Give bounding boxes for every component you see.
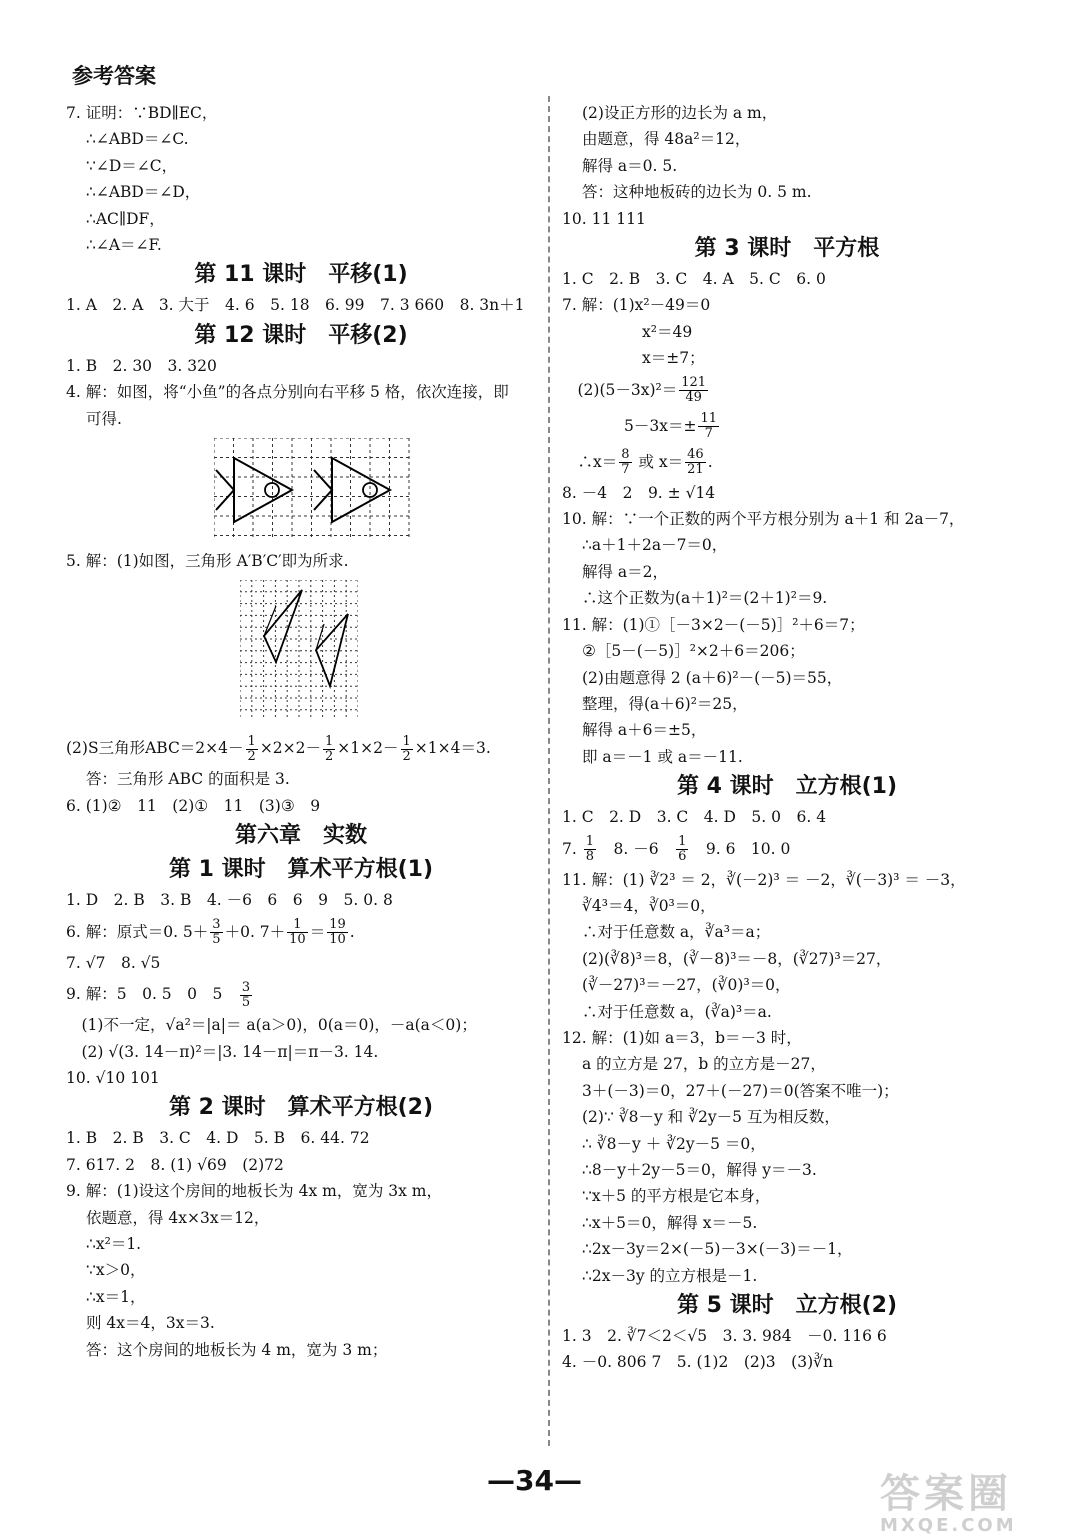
answer-line: ∴2x－3y＝2×(－5)－3×(－3)＝－1， [582,1240,853,1259]
answer-line: 答：这种地板砖的边长为 0. 5 m. [582,183,812,202]
column-divider [548,96,550,1446]
answer-line: 11. 解：(1) ∛2³ ＝ 2，∛(－2)³ ＝ －2，∛(－3)³ ＝ －3， [562,870,966,889]
answer-line: 解得 a＋6＝±5， [582,721,707,740]
page-header: 参考答案 [72,64,156,88]
answer-line: (2)由题意得 2 (a＋6)²－(－5)＝55， [582,668,843,687]
answer-line: 解得 a＝0. 5. [582,156,678,175]
answer-line: 依题意，得 4x×3x＝12， [86,1208,270,1227]
answer-line: 1. C 2. B 3. C 4. A 5. C 6. 0 [562,270,826,289]
triangle-translation-figure [66,580,536,724]
answer-line: ∵∠D＝∠C， [86,156,178,175]
answer-line: 1. 3 2. ∛7＜2＜√5 3. 3. 984 －0. 116 6 [562,1327,887,1346]
answer-line: 1. D 2. B 3. B 4. －6 6 6 9 5. 0. 8 [66,891,393,910]
answer-line: ∴这个正数为(a＋1)²＝(2＋1)²＝9. [582,589,828,608]
answer-line: ∵x＞0， [86,1261,146,1280]
lesson-title: 第 12 课时 平移(2) [194,322,408,348]
answer-line: 7. $\frac{1}{8}$ 8. －6 $\frac{1}{6}$ 9. 6 10. 0 [562,834,791,865]
answer-line: (∛－27)³＝－27，(∛0)³＝0， [582,976,791,995]
answer-line: 10. 11 111 [562,209,646,228]
answer-line: 10. √10 101 [66,1068,160,1087]
answer-line: a 的立方是 27，b 的立方是－27， [582,1055,826,1074]
answer-line: 6. (1)② 11 (2)① 11 (3)③ 9 [66,796,321,815]
answer-line: (2)S三角形ABC＝2×4－ $\frac{1}{2}$ ×2×2－ $\frac{1}{2}$ ×1×2－ $\frac{1}{2}$ ×1×4＝3. [66,733,491,764]
lesson-title: 第 3 课时 平方根 [694,236,880,262]
answer-line: ∴∠A＝∠F. [86,236,162,255]
answer-line: 可得. [86,409,122,428]
answer-line: 3＋(－3)＝0，27＋(－27)＝0(答案不唯一)； [582,1081,899,1100]
answer-line: ∴∠ABD＝∠D， [86,183,201,202]
answer-line: 7. 解：(1)x²－49＝0 [562,296,711,315]
answer-line: (1)不一定，√a²＝|a|＝ a(a＞0)，0(a＝0)，－a(a＜0)； [66,1016,477,1035]
answer-line: ∴AC∥DF， [86,209,165,228]
answer-line: ②［5－(－5)］²×2＋6＝206； [582,642,805,661]
answer-line: ∴2x－3y 的立方根是－1. [582,1266,758,1285]
answer-line: ∴对于任意数 a，∛a³＝a； [582,923,771,942]
answer-line: 则 4x＝4，3x＝3. [86,1314,215,1333]
answer-line: 6. 解：原式＝0. 5＋ $\frac{3}{5}$ ＋0. 7＋ $\frac{1}{10}$ ＝ $\frac{19}{10}$ . [66,917,355,948]
answer-line: (2)(∛8)³＝8，(∛－8)³＝－8，(∛27)³＝27， [582,949,892,968]
answer-line: (2)设正方形的边长为 a m， [582,104,778,122]
lesson-title: 第 5 课时 立方根(2) [676,1293,898,1319]
answer-line: ∴x＋5＝0，解得 x＝－5. [582,1213,758,1232]
watermark-logo [880,1462,1017,1536]
answer-line: 由题意，得 48a²＝12， [582,130,751,149]
right-column [562,100,1012,1376]
answer-line: 1. B 2. 30 3. 320 [66,356,217,375]
answer-line: ∴ ∛8－y ＋ ∛2y－5 ＝0， [582,1134,766,1153]
answer-line: x＝±7； [642,349,705,368]
answer-line: 解得 a＝2， [582,562,669,581]
answer-line: ∴8－y＋2y－5＝0，解得 y＝－3. [582,1161,817,1179]
fish-translation-figure [66,438,536,542]
answer-line: ∴对于任意数 a，(∛a)³＝a. [582,1002,772,1021]
chapter-title: 第六章 实数 [234,823,367,849]
answer-line: 4. 解：如图，将“小鱼”的各点分别向右平移 5 格，依次连接，即 [66,383,509,402]
answer-line: 1. C 2. D 3. C 4. D 5. 0 6. 4 [562,808,827,827]
answer-line: 7. 617. 2 8. (1) √69 (2)72 [66,1155,284,1174]
answer-line: (2)∵ ∛8－y 和 ∛2y－5 互为相反数， [582,1108,840,1127]
answer-line: 9. 解：(1)设这个房间的地板长为 4x m，宽为 3x m， [66,1182,442,1201]
answer-line: 4. －0. 806 7 5. (1)2 (2)3 (3)∛n [562,1353,833,1372]
left-column [66,100,536,1363]
answer-line: (2) √(3. 14－π)²＝|3. 14－π|＝π－3. 14. [66,1042,379,1061]
answer-line: 7. 证明：∵BD∥EC， [66,104,218,122]
answer-line: ∴x＝ $\frac{8}{7}$ 或 x＝ $\frac{46}{21}$ . [562,447,713,478]
answer-line: 5－3x＝± $\frac{11}{7}$ [562,411,717,442]
answer-line: 8. －4 2 9. ± √14 [562,483,716,502]
answer-line: x²＝49 [642,322,693,341]
answer-line: ∴x²＝1. [86,1234,142,1253]
answer-line: (2)(5－3x)²＝ $\frac{121}{49}$ [562,375,707,406]
answer-line: 5. 解：(1)如图，三角形 A′B′C′即为所求. [66,552,349,571]
answer-line: ∛4³＝4，∛0³＝0， [582,896,716,915]
page-number: —34— [487,1464,582,1497]
watermark-url: MXQE.COM [880,1515,1017,1536]
lesson-title: 第 11 课时 平移(1) [194,262,408,288]
answer-line: 7. √7 8. √5 [66,953,161,972]
lesson-title: 第 2 课时 算术平方根(2) [168,1095,434,1121]
answer-line: 答：三角形 ABC 的面积是 3. [86,770,290,789]
answer-line: 11. 解：(1)①［－3×2－(－5)］²＋6＝7； [562,615,865,634]
watermark-text: 答案圈 [880,1471,1012,1517]
answer-line: 即 a＝－1 或 a＝－11. [582,747,743,766]
lesson-title: 第 4 课时 立方根(1) [676,774,898,800]
answer-line: ∴∠ABD＝∠C. [86,130,189,149]
answer-line: 12. 解：(1)如 a＝3，b＝－3 时， [562,1028,802,1047]
answer-line: ∴x＝1， [86,1287,146,1306]
lesson-title: 第 1 课时 算术平方根(1) [168,857,434,883]
answer-line: 整理，得(a＋6)²＝25， [582,694,748,713]
answer-line: 10. 解：∵一个正数的两个平方根分别为 a＋1 和 2a－7， [562,510,965,529]
answer-line: 答：这个房间的地板长为 4 m，宽为 3 m； [86,1340,388,1359]
answer-line: 1. A 2. A 3. 大于 4. 6 5. 18 6. 99 7. 3 660 8. 3n＋1 [66,296,525,315]
answer-line: 9. 解：5 0. 5 0 5 $\frac{3}{5}$ [66,979,251,1010]
answer-line: 1. B 2. B 3. C 4. D 5. B 6. 44. 72 [66,1129,370,1148]
answer-line: ∵x＋5 的平方根是它本身， [582,1187,771,1206]
answer-line: ∴a＋1＋2a－7＝0， [582,536,728,555]
